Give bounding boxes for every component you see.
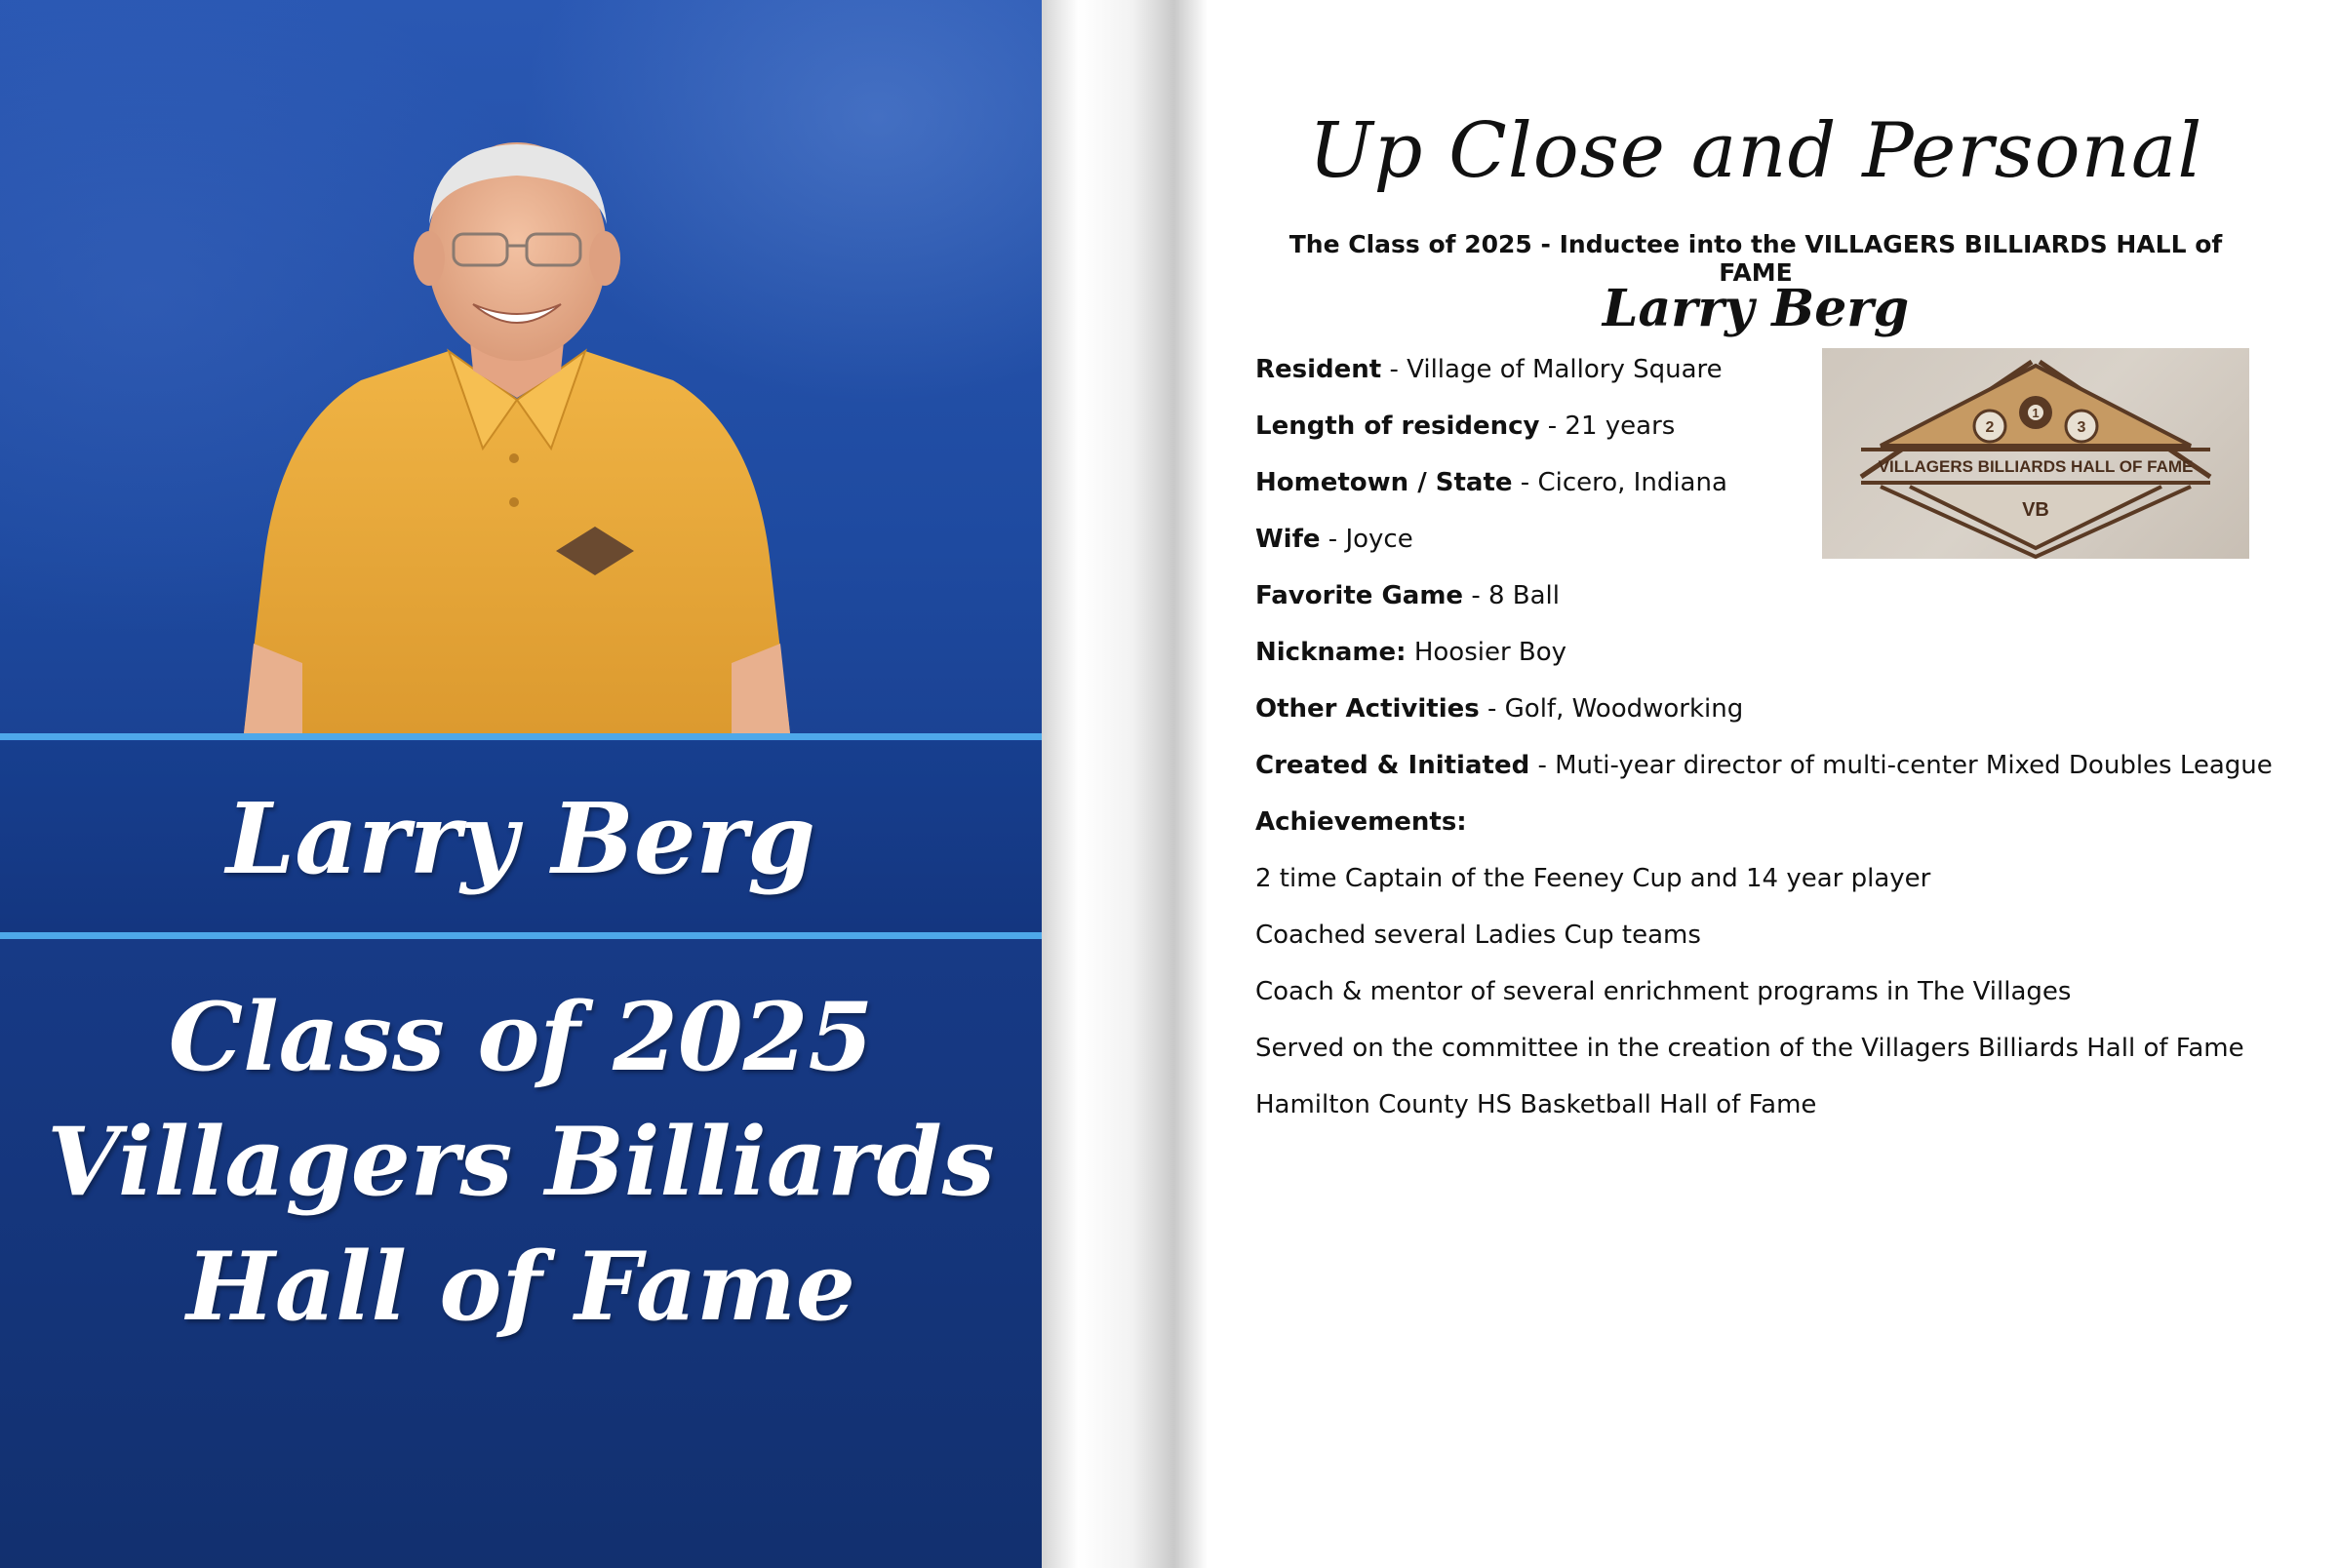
achievement-item: 2 time Captain of the Feeney Cup and 14 year player xyxy=(1255,864,1931,893)
achievements-heading xyxy=(1255,804,2289,860)
fact-value: - Joyce xyxy=(1320,525,1413,554)
fact-value: - Golf, Woodworking xyxy=(1479,694,1744,724)
achievement-item: Coached several Ladies Cup teams xyxy=(1255,921,1701,950)
achievement-item: Hamilton County HS Basketball Hall of Fame xyxy=(1255,1090,1817,1119)
fact-value: - Cicero, Indiana xyxy=(1512,468,1727,497)
logo-ball-2: 2 xyxy=(1985,419,1995,436)
achievement-item: Coach & mentor of several enrichment programs in The Villages xyxy=(1255,977,2072,1006)
fact-value: Hoosier Boy xyxy=(1406,638,1567,667)
cover-class-line-2: Villagers Billiards xyxy=(47,1107,995,1217)
cover-class-text xyxy=(0,975,1042,1350)
inductee-name: Larry Berg xyxy=(1602,279,1910,338)
fact-label: Other Activities xyxy=(1255,694,1480,724)
fact-label: Length of residency xyxy=(1255,412,1540,441)
fact-other-activities xyxy=(1255,690,2289,747)
fact-label: Achievements: xyxy=(1255,807,1467,837)
fact-label: Favorite Game xyxy=(1255,581,1464,610)
logo-ball-1: 1 xyxy=(2032,406,2040,420)
cover-class-line-3: Hall of Fame xyxy=(186,1232,855,1342)
hall-of-fame-logo xyxy=(1822,348,2249,559)
fact-nickname xyxy=(1255,634,2289,690)
fact-created-initiated xyxy=(1255,747,2289,804)
fact-label: Nickname: xyxy=(1255,638,1407,667)
page-title: Up Close and Personal xyxy=(1308,107,2203,195)
left-cover-panel xyxy=(0,0,1042,1568)
fact-value: - Village of Mallory Square xyxy=(1381,355,1723,384)
logo-initials: VB xyxy=(2022,499,2049,521)
fact-label: Wife xyxy=(1255,525,1321,554)
achievement-item: Served on the committee in the creation of the Villagers Billiards Hall of Fame xyxy=(1255,1034,2244,1063)
fact-value: - 21 years xyxy=(1539,412,1676,441)
fact-favorite-game xyxy=(1255,577,2289,634)
top-accent-stripe xyxy=(0,733,1042,740)
fact-label: Resident xyxy=(1255,355,1382,384)
logo-ball-3: 3 xyxy=(2077,419,2086,436)
fact-label: Created & Initiated xyxy=(1255,751,1530,780)
logo-text: VILLAGERS BILLIARDS HALL OF FAME xyxy=(1878,457,2194,476)
fact-value: - 8 Ball xyxy=(1463,581,1560,610)
logo-graphic xyxy=(1822,348,2249,559)
page-fold-shadow xyxy=(1042,0,1208,1568)
cover-class-line-1: Class of 2025 xyxy=(168,982,874,1092)
fact-value: - Muti-year director of multi-center Mixed Doubles League xyxy=(1529,751,2273,780)
cover-name: Larry Berg xyxy=(225,781,816,896)
portrait-photo xyxy=(224,137,810,733)
page-subtitle: The Class of 2025 - Inductee into the VILLAGERS BILLIARDS HALL of FAME xyxy=(1288,230,2223,287)
bottom-accent-stripe xyxy=(0,932,1042,939)
fact-label: Hometown / State xyxy=(1255,468,1513,497)
